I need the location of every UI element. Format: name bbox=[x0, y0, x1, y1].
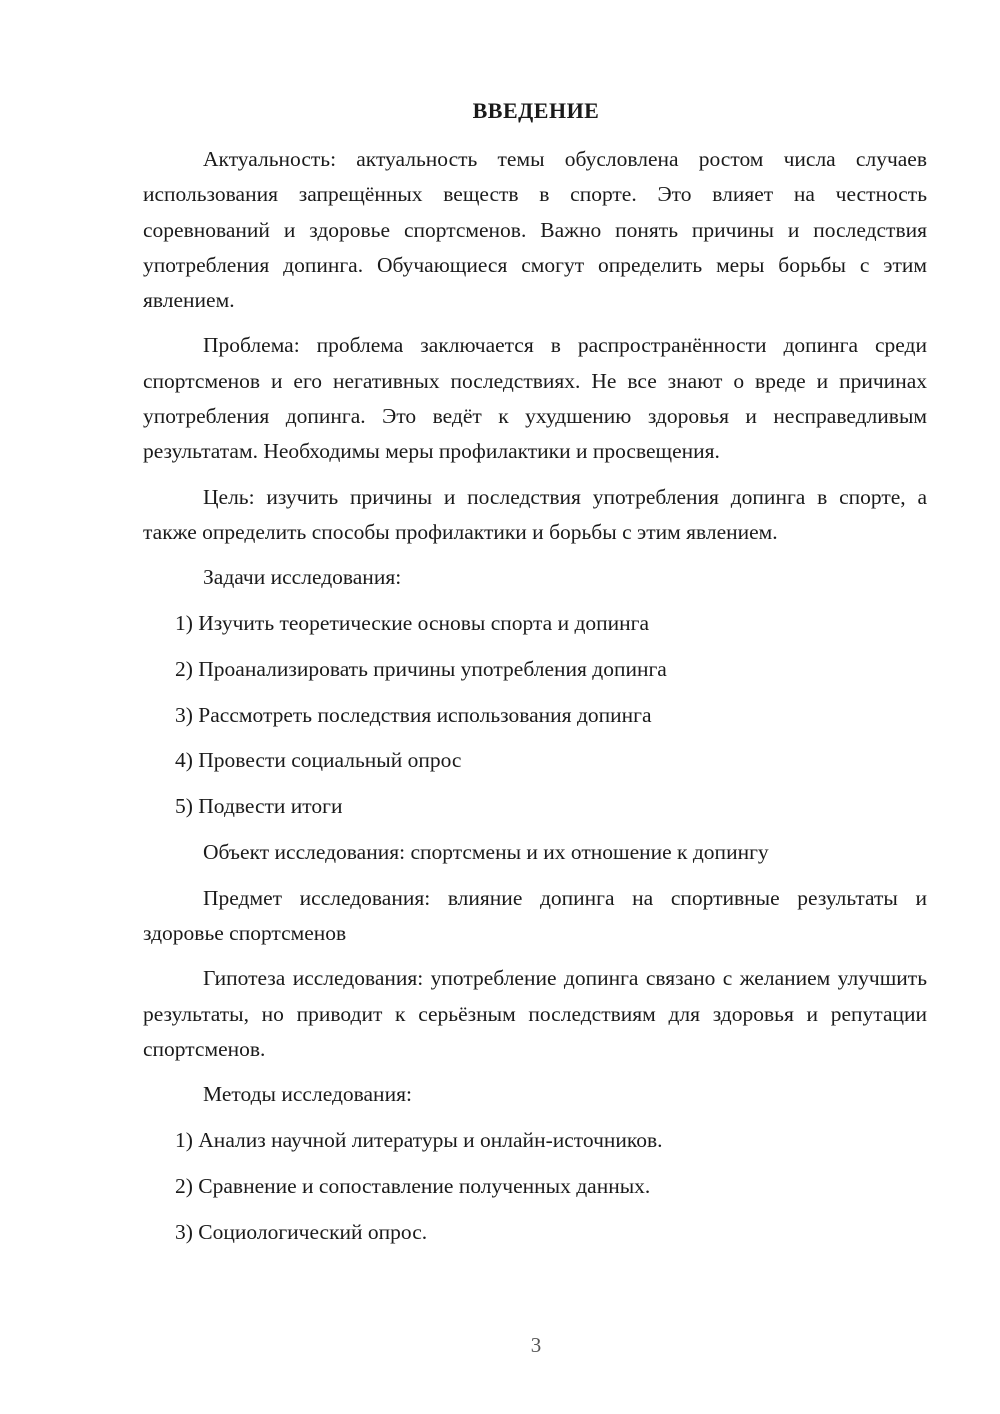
goal-paragraph: Цель: изучить причины и последствия употребления допинга в спорте, а также определить способы профилактики и борьбы с этим явлением. bbox=[143, 484, 927, 544]
object-paragraph: Объект исследования: спортсмены и их отношение к допингу bbox=[203, 840, 769, 865]
relevance-paragraph: Актуальность: актуальность темы обусловлена ростом числа случаев использования запрещённых веществ в спорте. Это влияет на честность соревнований и здоровье спортсменов. Важно понять причины и последствия употребления допинга. Обучающиеся смогут определить меры борьбы с этим явлением. bbox=[143, 147, 927, 313]
task-item: 2) Проанализировать причины употребления допинга bbox=[175, 656, 667, 681]
task-item: 5) Подвести итоги bbox=[175, 794, 343, 819]
document-body bbox=[143, 142, 927, 1261]
page-title: ВВЕДЕНИЕ bbox=[472, 98, 600, 123]
page-number: 3 bbox=[530, 1333, 542, 1357]
methods-heading: Методы исследования: bbox=[203, 1082, 412, 1107]
method-item: 2) Сравнение и сопоставление полученных данных. bbox=[175, 1173, 651, 1198]
task-item: 3) Рассмотреть последствия использования допинга bbox=[175, 702, 652, 727]
subject-paragraph: Предмет исследования: влияние допинга на спортивные результаты и здоровье спортсменов bbox=[143, 885, 927, 946]
problem-paragraph: Проблема: проблема заключается в распространённости допинга среди спортсменов и его негативных последствиях. Не все знают о вреде и причинах употребления допинга. Это ведёт к ухудшению здоровья и несправедливым результатам. Необходимы меры профилактики и просвещения. bbox=[143, 333, 927, 464]
method-item: 3) Социологический опрос. bbox=[175, 1219, 428, 1244]
task-item: 4) Провести социальный опрос bbox=[175, 748, 462, 773]
hypothesis-paragraph: Гипотеза исследования: употребление допинга связано с желанием улучшить результаты, но приводит к серьёзным последствиям для здоровья и репутации спортсменов. bbox=[143, 966, 927, 1062]
task-item: 1) Изучить теоретические основы спорта и допинга bbox=[175, 611, 650, 636]
tasks-heading: Задачи исследования: bbox=[203, 565, 402, 590]
method-item: 1) Анализ научной литературы и онлайн-источников. bbox=[175, 1128, 663, 1153]
